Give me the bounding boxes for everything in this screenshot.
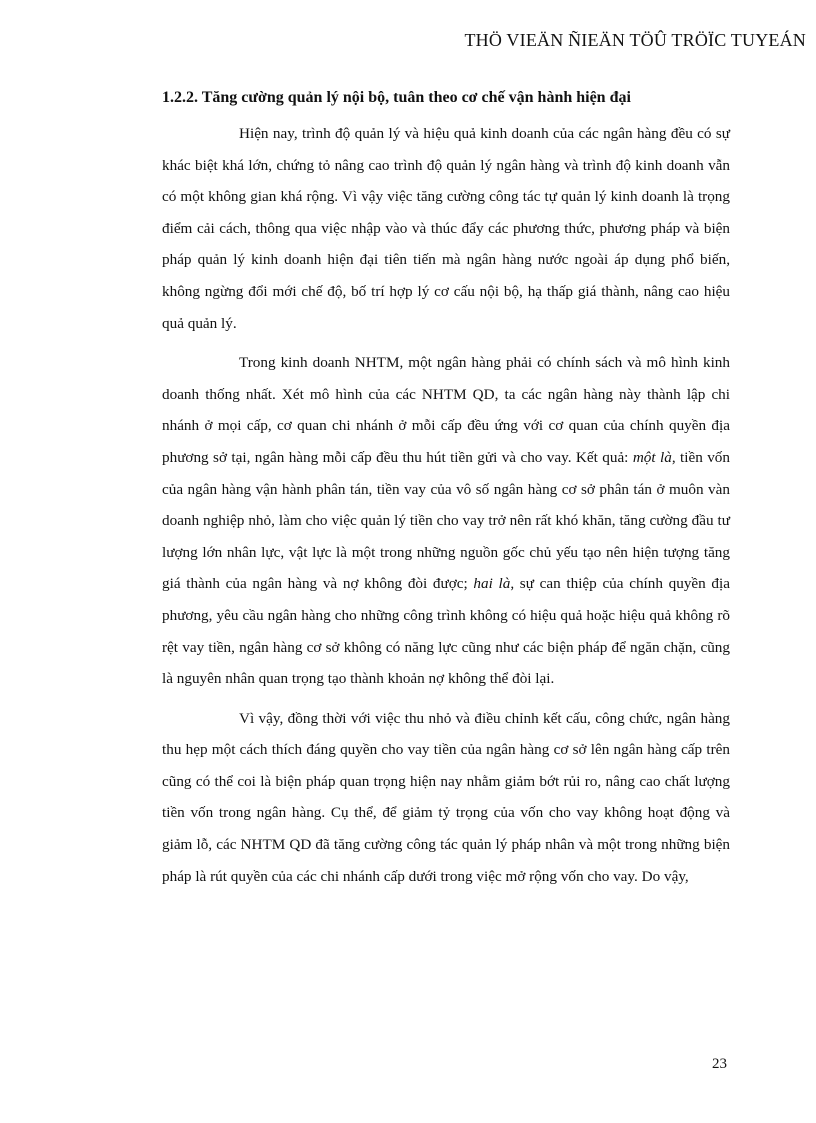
paragraph-1: Hiện nay, trình độ quản lý và hiệu quả kinh doanh của các ngân hàng đều có sự khác biệt khá lớn, chứng tỏ nâng cao trình độ quản lý ngân hàng và trình độ kinh doanh vẫn có một không gian khá rộng. Vì vậy việc tăng cường công tác tự quản lý kinh doanh là trọng điểm cải cách, thông qua việc nhập vào và thúc đẩy các phương thức, phương pháp và biện pháp quản lý kinh doanh hiện đại tiên tiến mà ngân hàng nước ngoài áp dụng phổ biến, không ngừng đổi mới chế độ, bố trí hợp lý cơ cấu nội bộ, hạ thấp giá thành, nâng cao hiệu quả quản lý. — [162, 125, 730, 332]
paragraph-3: Vì vậy, đồng thời với việc thu nhỏ và điều chỉnh kết cấu, công chức, ngân hàng thu hẹp một cách thích đáng quyền cho vay tiền của ngân hàng cơ sở lên ngân hàng cấp trên cũng có thể coi là biện pháp quan trọng hiện nay nhằm giảm bớt rủi ro, nâng cao chất lượng tiền vốn trong ngân hàng. Cụ thể, để giảm tỷ trọng của vốn cho vay không hoạt động và giảm lỗ, các NHTM QD đã tăng cường công tác quản lý pháp nhân và một trong những biện pháp là rút quyền của các chi nhánh cấp dưới trong việc mở rộng vốn cho vay. Do vậy, — [162, 709, 730, 885]
paragraph-2-text-b: , tiền vốn của ngân hàng vận hành phân tán, tiền vay của vô số ngân hàng cơ sở phân tán ở muôn vàn doanh nghiệp nhỏ, làm cho việc quản lý tiền cho vay trở nên rất khó khăn, tăng cường đầu tư lượng lớn nhân lực, vật lực là một trong những nguồn gốc chủ yếu tạo nên hiện tượng tăng giá thành của ngân hàng và nợ không đòi được; — [162, 448, 730, 593]
section-title: 1.2.2. Tăng cường quản lý nội bộ, tuân theo cơ chế vận hành hiện đại — [162, 89, 631, 106]
paragraph-2-text-c: , sự can thiệp của chính quyền địa phương, yêu cầu ngân hàng cho những công trình không có hiệu quả hoặc hiệu quả không rõ rệt vay tiền, ngân hàng cơ sở không có năng lực cũng như các biện pháp để ngăn chặn, cũng là nguyên nhân quan trọng tạo thành khoản nợ không thể đòi lại. — [162, 575, 730, 688]
paragraph-2-text-a: Trong kinh doanh NHTM, một ngân hàng phải có chính sách và mô hình kinh doanh thống nhất. Xét mô hình của các NHTM QD, ta các ngân hàng này thành lập chi nhánh ở mọi cấp, cơ quan chi nhánh ở mỗi cấp đều ứng với cơ quan của chính quyền địa phương sở tại, ngân hàng mỗi cấp đều thu hút tiền gửi và cho vay. Kết quả: — [162, 354, 730, 466]
paragraph-2 — [162, 347, 730, 695]
page-number: 23 — [712, 1056, 727, 1072]
paragraph-2-emphasis-hai-la: hai là — [473, 575, 511, 593]
running-header: THÖ VIEÄN ÑIEÄN TÖÛ TRÖÏC TUYEÁN — [464, 30, 806, 50]
page-body — [162, 86, 730, 900]
paragraph-2-emphasis-mot-la: một là — [632, 448, 672, 466]
